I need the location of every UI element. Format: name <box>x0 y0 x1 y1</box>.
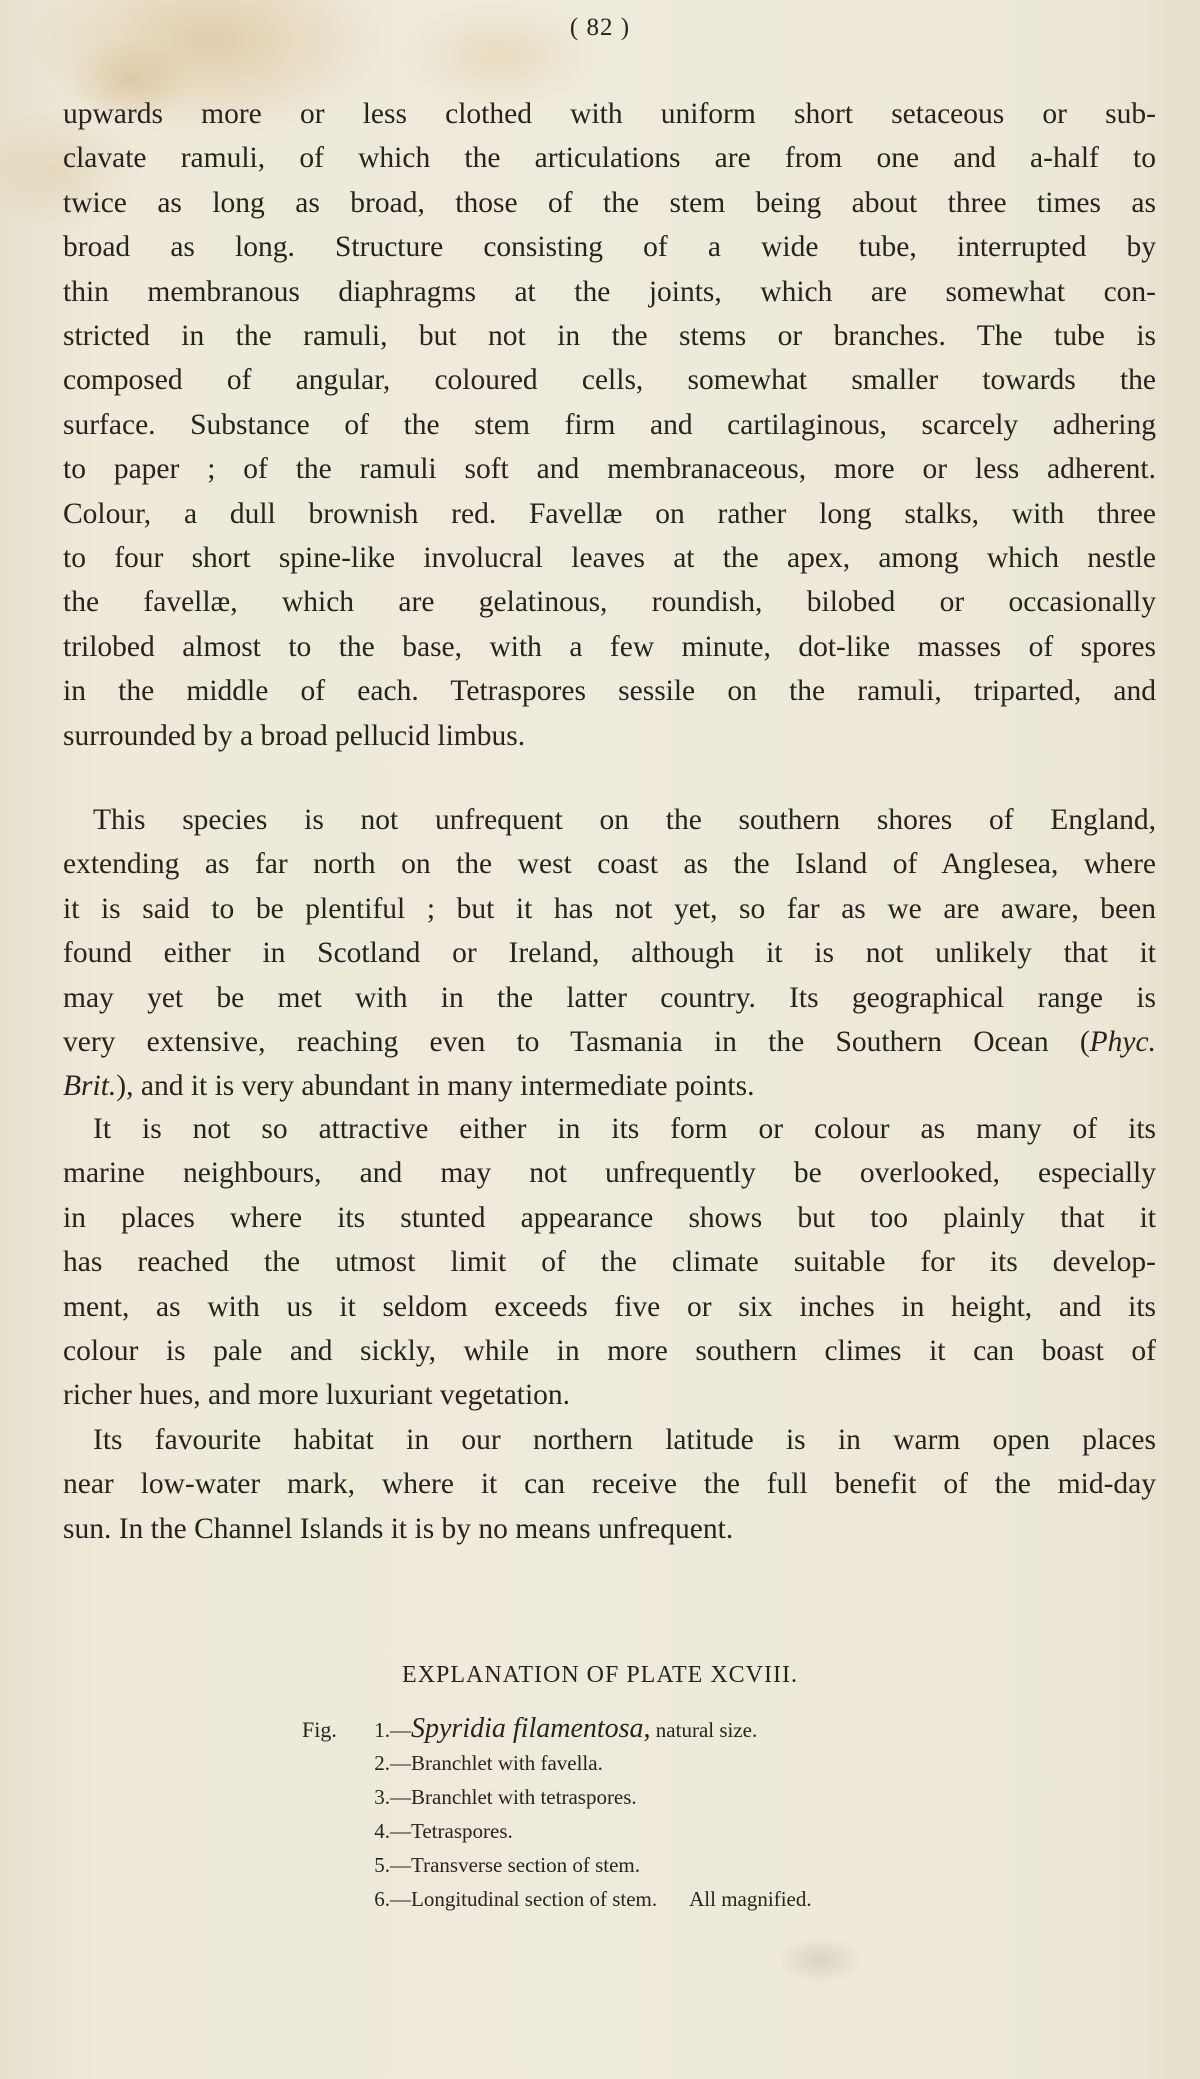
text-line: Its favourite habitat in our northern latitude is in warm open places <box>93 1424 1156 1456</box>
figure-item <box>302 1780 812 1814</box>
text-line: thin membranous diaphragms at the joints, which are somewhat con- <box>63 275 1156 308</box>
text-line <box>63 1064 1156 1108</box>
figure-species: Spyridia filamentosa, <box>411 1713 651 1744</box>
figure-note: All magnified. <box>689 1887 812 1911</box>
text-line: in the middle of each. Tetraspores sessile on the ramuli, triparted, and <box>63 675 1156 708</box>
plate-explanation-heading: EXPLANATION OF PLATE XCVIII. <box>402 1662 798 1688</box>
text-line: surface. Substance of the stem firm and cartilaginous, scarcely adhering <box>63 408 1156 441</box>
text-fragment: very extensive, reaching even to Tasmania in the Southern Ocean ( <box>63 1026 1090 1059</box>
text-line: marine neighbours, and may not unfrequently be overlooked, especially <box>63 1157 1156 1190</box>
figure-number: 1. <box>374 1718 390 1742</box>
text-line <box>63 1020 1156 1064</box>
text-line: may yet be met with in the latter country. Its geographical range is <box>63 981 1156 1014</box>
paragraph-appearance <box>63 1107 1156 1418</box>
paragraph-habitat <box>63 1418 1156 1551</box>
text-line: near low-water mark, where it can receive the full benefit of the mid-day <box>63 1468 1156 1501</box>
text-line: This species is not unfrequent on the southern shores of England, <box>93 804 1156 836</box>
reference-italic: Brit. <box>63 1070 117 1103</box>
figure-list <box>302 1712 812 1916</box>
figure-item <box>302 1848 812 1882</box>
text-line: upwards more or less clothed with uniform short setaceous or sub- <box>63 98 1156 130</box>
text-line: it is said to be plentiful ; but it has not yet, so far as we are aware, been <box>63 892 1156 925</box>
figure-lead: Fig. <box>302 1717 337 1742</box>
text-line: clavate ramuli, of which the articulations are from one and a-half to <box>63 142 1156 175</box>
text-line: surrounded by a broad pellucid limbus. <box>63 719 526 752</box>
page-number: ( 82 ) <box>569 14 631 41</box>
figure-number: 3. <box>374 1785 390 1809</box>
text-line: found either in Scotland or Ireland, although it is not unlikely that it <box>63 937 1156 970</box>
figure-number: 5. <box>374 1853 390 1877</box>
text-line: It is not so attractive either in its form or colour as many of its <box>93 1113 1156 1145</box>
text-line: Colour, a dull brownish red. Favellæ on rather long stalks, with three <box>63 497 1156 530</box>
figure-caption: —Branchlet with tetraspores. <box>390 1785 637 1809</box>
text-line: ment, as with us it seldom exceeds five or six inches in height, and its <box>63 1290 1156 1323</box>
figure-number: 2. <box>374 1751 390 1775</box>
reference-italic: Phyc. <box>1089 1026 1156 1059</box>
text-line: richer hues, and more luxuriant vegetation. <box>63 1379 571 1412</box>
figure-caption: —Branchlet with favella. <box>390 1751 603 1775</box>
figure-caption: —Tetraspores. <box>390 1819 513 1843</box>
paragraph-distribution <box>63 798 1156 1109</box>
text-line: twice as long as broad, those of the stem being about three times as <box>63 186 1156 219</box>
figure-caption: —Longitudinal section of stem. <box>390 1887 658 1911</box>
text-line: colour is pale and sickly, while in more southern climes it can boast of <box>63 1335 1156 1368</box>
figure-caption: —Transverse section of stem. <box>390 1853 641 1877</box>
figure-number: 4. <box>374 1819 390 1843</box>
figure-item <box>302 1882 812 1916</box>
text-line: stricted in the ramuli, but not in the stems or branches. The tube is <box>63 320 1156 353</box>
text-line: to four short spine-like involucral leaves at the apex, among which nestle <box>63 542 1156 575</box>
text-line: to paper ; of the ramuli soft and membranaceous, more or less adherent. <box>63 453 1156 486</box>
figure-item <box>302 1814 812 1848</box>
figure-number: 6. <box>374 1887 390 1911</box>
text-line: trilobed almost to the base, with a few minute, dot-like masses of spores <box>63 630 1156 663</box>
text-line: sun. In the Channel Islands it is by no means unfrequent. <box>63 1512 734 1545</box>
figure-item: Fig. 1.—Spyridia filamentosa, natural size. <box>302 1712 812 1746</box>
text-line: in places where its stunted appearance shows but too plainly that it <box>63 1201 1156 1234</box>
text-line: the favellæ, which are gelatinous, roundish, bilobed or occasionally <box>63 586 1156 619</box>
text-line: broad as long. Structure consisting of a wide tube, interrupted by <box>63 231 1156 264</box>
figure-item <box>302 1746 812 1780</box>
figure-caption: natural size. <box>650 1718 758 1742</box>
text-fragment: ), and it is very abundant in many intermediate points. <box>116 1070 755 1103</box>
text-line: has reached the utmost limit of the climate suitable for its develop- <box>63 1246 1156 1279</box>
text-line: composed of angular, coloured cells, somewhat smaller towards the <box>63 364 1156 397</box>
paragraph-description <box>63 92 1156 758</box>
text-line: extending as far north on the west coast as the Island of Anglesea, where <box>63 848 1156 881</box>
